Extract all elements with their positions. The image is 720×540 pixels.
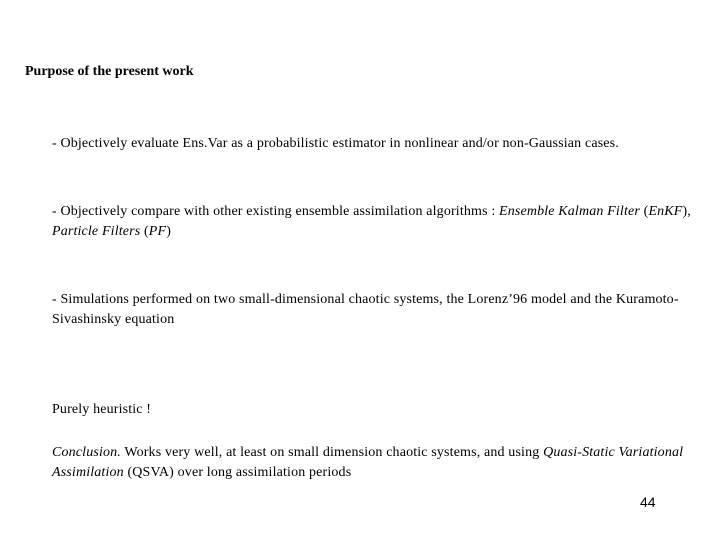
- page-number: 44: [640, 494, 656, 510]
- pf-abbr: PF: [148, 224, 167, 239]
- qsva-name: Quasi-Static Variational Assimilation: [52, 445, 684, 480]
- point-compare-text: - Objectively compare with other existing ensemble assimilation algorithms :: [52, 204, 500, 219]
- point-compare-algorithms: [52, 202, 692, 242]
- qsva-abbr: (QSVA): [123, 465, 174, 480]
- enkf-abbr: EnKF: [648, 204, 683, 219]
- enkf-close-paren: ),: [682, 204, 691, 219]
- conclusion-text: Works very well, at least on small dimension chaotic systems, and using: [120, 445, 544, 460]
- enkf-open-paren: (: [639, 204, 649, 219]
- conclusion-label: Conclusion.: [52, 445, 121, 460]
- point-evaluate-ensvar: - Objectively evaluate Ens.Var as a probabilistic estimator in nonlinear and/or non-Gaussian cases.: [52, 136, 619, 151]
- slide-title: Purpose of the present work: [25, 64, 194, 79]
- pf-open-paren: (: [140, 224, 149, 239]
- conclusion-tail: over long assimilation periods: [174, 465, 352, 480]
- enkf-name: Ensemble Kalman Filter: [499, 204, 640, 219]
- pf-name: Particle Filters: [52, 224, 141, 239]
- conclusion: [52, 443, 692, 483]
- pf-close-paren: ): [166, 224, 172, 239]
- point-simulations: - Simulations performed on two small-dimensional chaotic systems, the Lorenz’96 model and the Kuramoto-Sivashinsky equation: [52, 292, 679, 327]
- heuristic-note: Purely heuristic !: [52, 402, 152, 417]
